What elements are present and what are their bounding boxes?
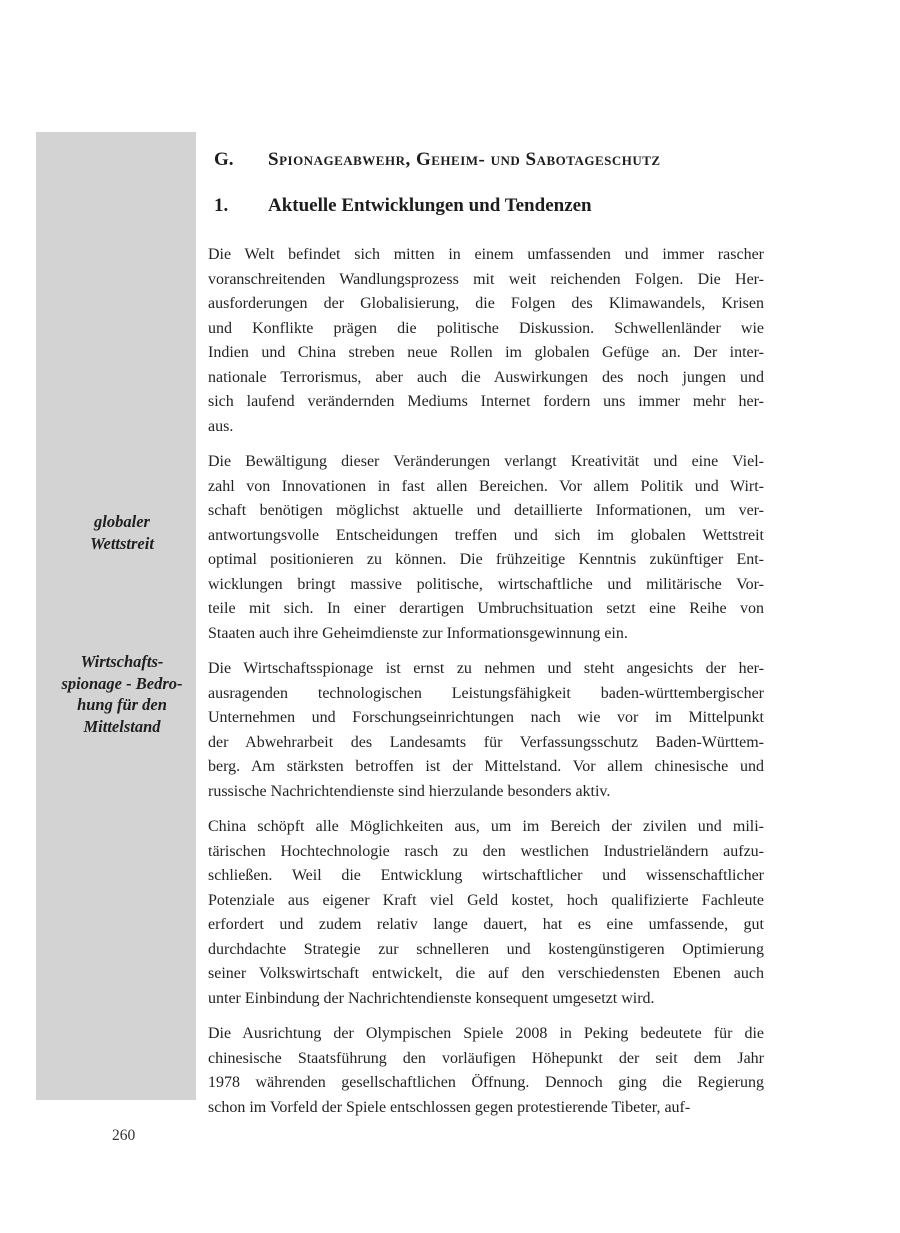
page-number: 260	[112, 1127, 136, 1144]
paragraph	[208, 243, 764, 439]
text-line: durchdachte Strategie zur schnelleren und kostengünstigeren Optimierung	[208, 940, 764, 958]
text-line: Die Wirtschaftsspionage ist ernst zu nehmen und steht angesichts der her-	[208, 660, 764, 677]
content-column	[208, 148, 764, 1131]
margin-note-line: Mittelstand	[83, 716, 161, 736]
text-line: Die Welt befindet sich mitten in einem umfassenden und immer rascher	[208, 246, 764, 263]
text-line: zahl von Innovationen in fast allen Bereichen. Vor allem Politik und Wirt-	[208, 477, 764, 495]
text-line: Die Bewältigung dieser Veränderungen verlangt Kreativität und eine Viel-	[208, 453, 764, 470]
text-line: ausragenden technologischen Leistungsfähigkeit baden-württembergischer	[208, 684, 764, 702]
text-line: voranschreitenden Wandlungsprozess mit weit reichenden Folgen. Die Her-	[208, 270, 764, 288]
text-line: chinesische Staatsführung den vorläufigen Höhepunkt der seit dem Jahr	[208, 1049, 764, 1067]
text-line: Staaten auch ihre Geheimdienste zur Informationsgewinnung ein.	[208, 624, 628, 642]
paragraph	[208, 657, 764, 804]
subsection-number: 1.	[214, 195, 229, 216]
text-line: teile mit sich. In einer derartigen Umbruchsituation setzt eine Reihe von	[208, 600, 764, 617]
margin-note-line: Wirtschafts-	[80, 652, 164, 671]
margin-note-wirtschaftsspionage	[52, 651, 192, 737]
text-line: aus.	[208, 417, 234, 435]
text-line: erfordert und zudem relativ lange dauert, hat es eine umfassende, gut	[208, 916, 764, 933]
margin-note-line: globaler	[94, 512, 150, 531]
text-line: antwortungsvolle Entscheidungen treffen und sich im globalen Wettstreit	[208, 526, 764, 544]
text-line: unter Einbindung der Nachrichtendienste konsequent umgesetzt wird.	[208, 989, 655, 1007]
text-line: nationale Terrorismus, aber auch die Auswirkungen des noch jungen und	[208, 368, 764, 386]
text-line: und Konflikte prägen die politische Diskussion. Schwellenländer wie	[208, 319, 764, 337]
text-line: russische Nachrichtendienste sind hierzulande besonders aktiv.	[208, 782, 611, 800]
text-line: Potenziale aus eigener Kraft viel Geld kostet, hoch qualifizierte Fachleute	[208, 891, 764, 909]
body-text	[208, 243, 764, 1120]
margin-note-line: spionage - Bedro-	[61, 673, 183, 693]
subsection-title: Aktuelle Entwicklungen und Tendenzen	[268, 195, 592, 216]
margin-sidebar	[36, 132, 196, 1100]
text-line: wicklungen bringt massive politische, wirtschaftliche und militärische Vor-	[208, 575, 764, 593]
text-line: Indien und China streben neue Rollen im globalen Gefüge an. Der inter-	[208, 344, 764, 361]
text-line: schließen. Weil die Entwicklung wirtschaftlicher und wissenschaftlicher	[208, 867, 764, 884]
text-line: Die Ausrichtung der Olympischen Spiele 2008 in Peking bedeutete für die	[208, 1025, 764, 1042]
margin-note-globaler-wettstreit	[52, 511, 192, 554]
text-line: Unternehmen und Forschungseinrichtungen nach wie vor im Mittelpunkt	[208, 709, 764, 726]
text-line: optimal positionieren zu können. Die frühzeitige Kenntnis zukünftiger Ent-	[208, 551, 764, 568]
paragraph	[208, 450, 764, 646]
text-line: sich laufend verändernden Mediums Internet fordern uns immer mehr her-	[208, 393, 764, 410]
text-line: China schöpft alle Möglichkeiten aus, um im Bereich der zivilen und mili-	[208, 818, 764, 835]
section-heading	[208, 148, 764, 172]
section-letter: G.	[214, 149, 234, 170]
margin-note-line: Wettstreit	[90, 533, 154, 553]
text-line: seiner Volkswirtschaft entwickelt, die auf den verschiedensten Ebenen auch	[208, 965, 764, 982]
text-line: berg. Am stärksten betroffen ist der Mittelstand. Vor allem chinesische und	[208, 758, 764, 775]
paragraph	[208, 1022, 764, 1120]
margin-note-line: hung für den	[77, 695, 167, 714]
text-line: der Abwehrarbeit des Landesamts für Verfassungsschutz Baden-Württem-	[208, 733, 764, 751]
text-line: schon im Vorfeld der Spiele entschlossen gegen protestierende Tibeter, auf-	[208, 1098, 691, 1116]
text-line: schaft benötigen möglichst aktuelle und detaillierte Informationen, um ver-	[208, 502, 764, 519]
paragraph	[208, 815, 764, 1011]
text-line: ausforderungen der Globalisierung, die Folgen des Klimawandels, Krisen	[208, 295, 764, 312]
section-title: Spionageabwehr, Geheim- und Sabotageschutz	[268, 149, 661, 170]
subsection-heading	[208, 194, 764, 218]
text-line: 1978 währenden gesellschaftlichen Öffnung. Dennoch ging die Regierung	[208, 1074, 764, 1091]
text-line: tärischen Hochtechnologie rasch zu den westlichen Industrieländern aufzu-	[208, 842, 764, 860]
